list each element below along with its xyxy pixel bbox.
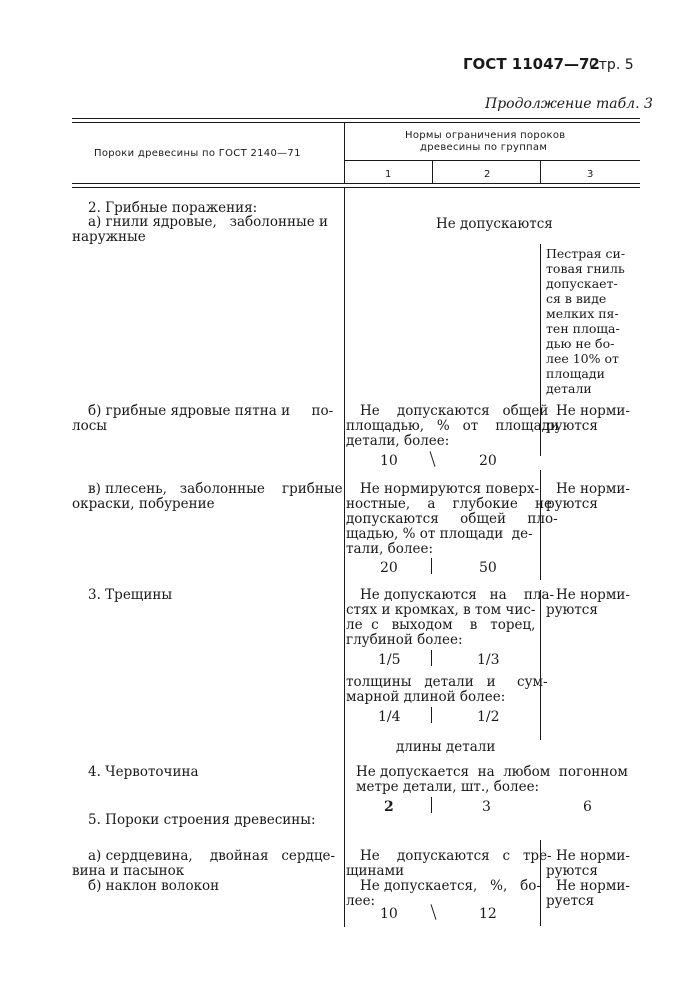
row-3-length-separator: [431, 707, 432, 723]
table-continuation: Продолжение табл. 3: [485, 96, 653, 112]
page-number: Стр. 5: [589, 57, 634, 73]
row-3-label: 3. Трещины: [88, 587, 173, 603]
group-header-1: 1: [385, 169, 392, 180]
row-3-length-group2: 1/2: [477, 709, 500, 725]
row-3-end: длины детали: [396, 739, 496, 755]
column-header-norms-line1: Нормы ограничения пороков: [405, 130, 566, 141]
group-header-3: 3: [587, 169, 594, 180]
column-header-norms-line2: древесины по группам: [420, 142, 548, 153]
column-divider-header: [344, 122, 345, 184]
group3-divider-3: [540, 590, 541, 740]
row-4-value-group2: 3: [482, 799, 491, 815]
row-5a-label-line1: а) сердцевина, двойная сердце-: [88, 848, 336, 864]
row-3-depth-group1: 1/5: [378, 652, 401, 668]
row-2c-value-group2: 50: [479, 560, 497, 576]
row-4-value-group3: 6: [583, 799, 592, 815]
group-divider-1-header: [432, 160, 433, 184]
gost-number: ГОСТ 11047—72: [463, 55, 600, 73]
row-5a-label-line2: вина и пасынок: [72, 863, 185, 879]
row-2-title: 2. Грибные поражения:: [88, 200, 258, 216]
row-2a-label-line1: а) гнили ядровые, заболонные и: [88, 214, 329, 230]
row-2c-label-line2: окраски, побурение: [72, 496, 215, 512]
row-5b-label: б) наклон волокон: [88, 878, 220, 894]
row-4-label: 4. Червоточина: [88, 764, 199, 780]
row-2c-label-line1: в) плесень, заболонные грибные: [88, 481, 343, 497]
row-3-length-group1: 1/4: [378, 709, 401, 725]
row-2b-value-group2: 20: [479, 453, 497, 469]
column-header-defects: Пороки древесины по ГОСТ 2140—71: [94, 148, 301, 159]
row-5-title: 5. Пороки строения древесины:: [88, 812, 316, 828]
group-header-2: 2: [484, 169, 491, 180]
row-5b-value-separator: [431, 904, 437, 920]
row-2a-norm: Не допускаются: [436, 216, 553, 232]
table-top-rule: [72, 118, 640, 123]
row-2c-value-separator: [431, 558, 432, 574]
row-2a-label-line2: наружные: [72, 229, 146, 245]
row-4-value-separator: [431, 797, 432, 813]
row-5b-value-group1: 10: [380, 906, 398, 922]
header-bottom-rule: [72, 183, 640, 188]
row-3-depth-separator: [431, 650, 432, 666]
row-4-value-group1: 2: [384, 799, 394, 815]
group-divider-2-header: [540, 160, 541, 184]
row-5b-value-group2: 12: [479, 906, 497, 922]
row-2b-value-separator: [430, 451, 436, 467]
row-3-depth-group2: 1/3: [477, 652, 500, 668]
column-divider-body: [344, 187, 345, 927]
row-2c-value-group1: 20: [380, 560, 398, 576]
row-2b-label-line2: лосы: [72, 418, 108, 434]
page: ГОСТ 11047—72 Стр. 5 Продолжение табл. 3 Пороки древесины по ГОСТ 2140—71 Нормы ограничения пороков древесины по группам 1 2 3 2. Грибные поражения: а) гнили ядровые, заболонные и наружные Не допускаются Пестрая си- товая гниль допускает- ся в виде мелких пя- тен площа- дью не бо- лее 10% от площади детали б) грибные ядровые пятна и по- лосы Не допускаются общей площадью, % от площади детали, более: 10 20 Не норми- руются в) плесень, заболонные грибные окраски, побурение Не нормируются поверх- ностные, а глубокие не допускаются общей пло- щадью, % от площади де- тали, более: 20 50 Не норми- руются 3. Трещины Не допускаются на пла- стях и кромках, в том чис- ле с выходом в торец, глубиной более: 1/5 1/3 толщины детали и сум- марной длиной более: 1/4 1/2 длины детали Не норми- руются 4. Червоточина Не допускается на любом погонном метре детали, шт., более: 2 3 6 5. Пороки строения древесины: а) сердцевина, двойная сердце- вина и пасынок Не допускаются с тре- щинами Не норми- руются б) наклон волокон Не допускается, %, бо- лее: 10 12 Не норми- руется: [0, 0, 700, 993]
row-2b-value-group1: 10: [380, 453, 398, 469]
group-header-rule: [344, 160, 640, 161]
row-2b-label-line1: б) грибные ядровые пятна и по-: [88, 403, 334, 419]
